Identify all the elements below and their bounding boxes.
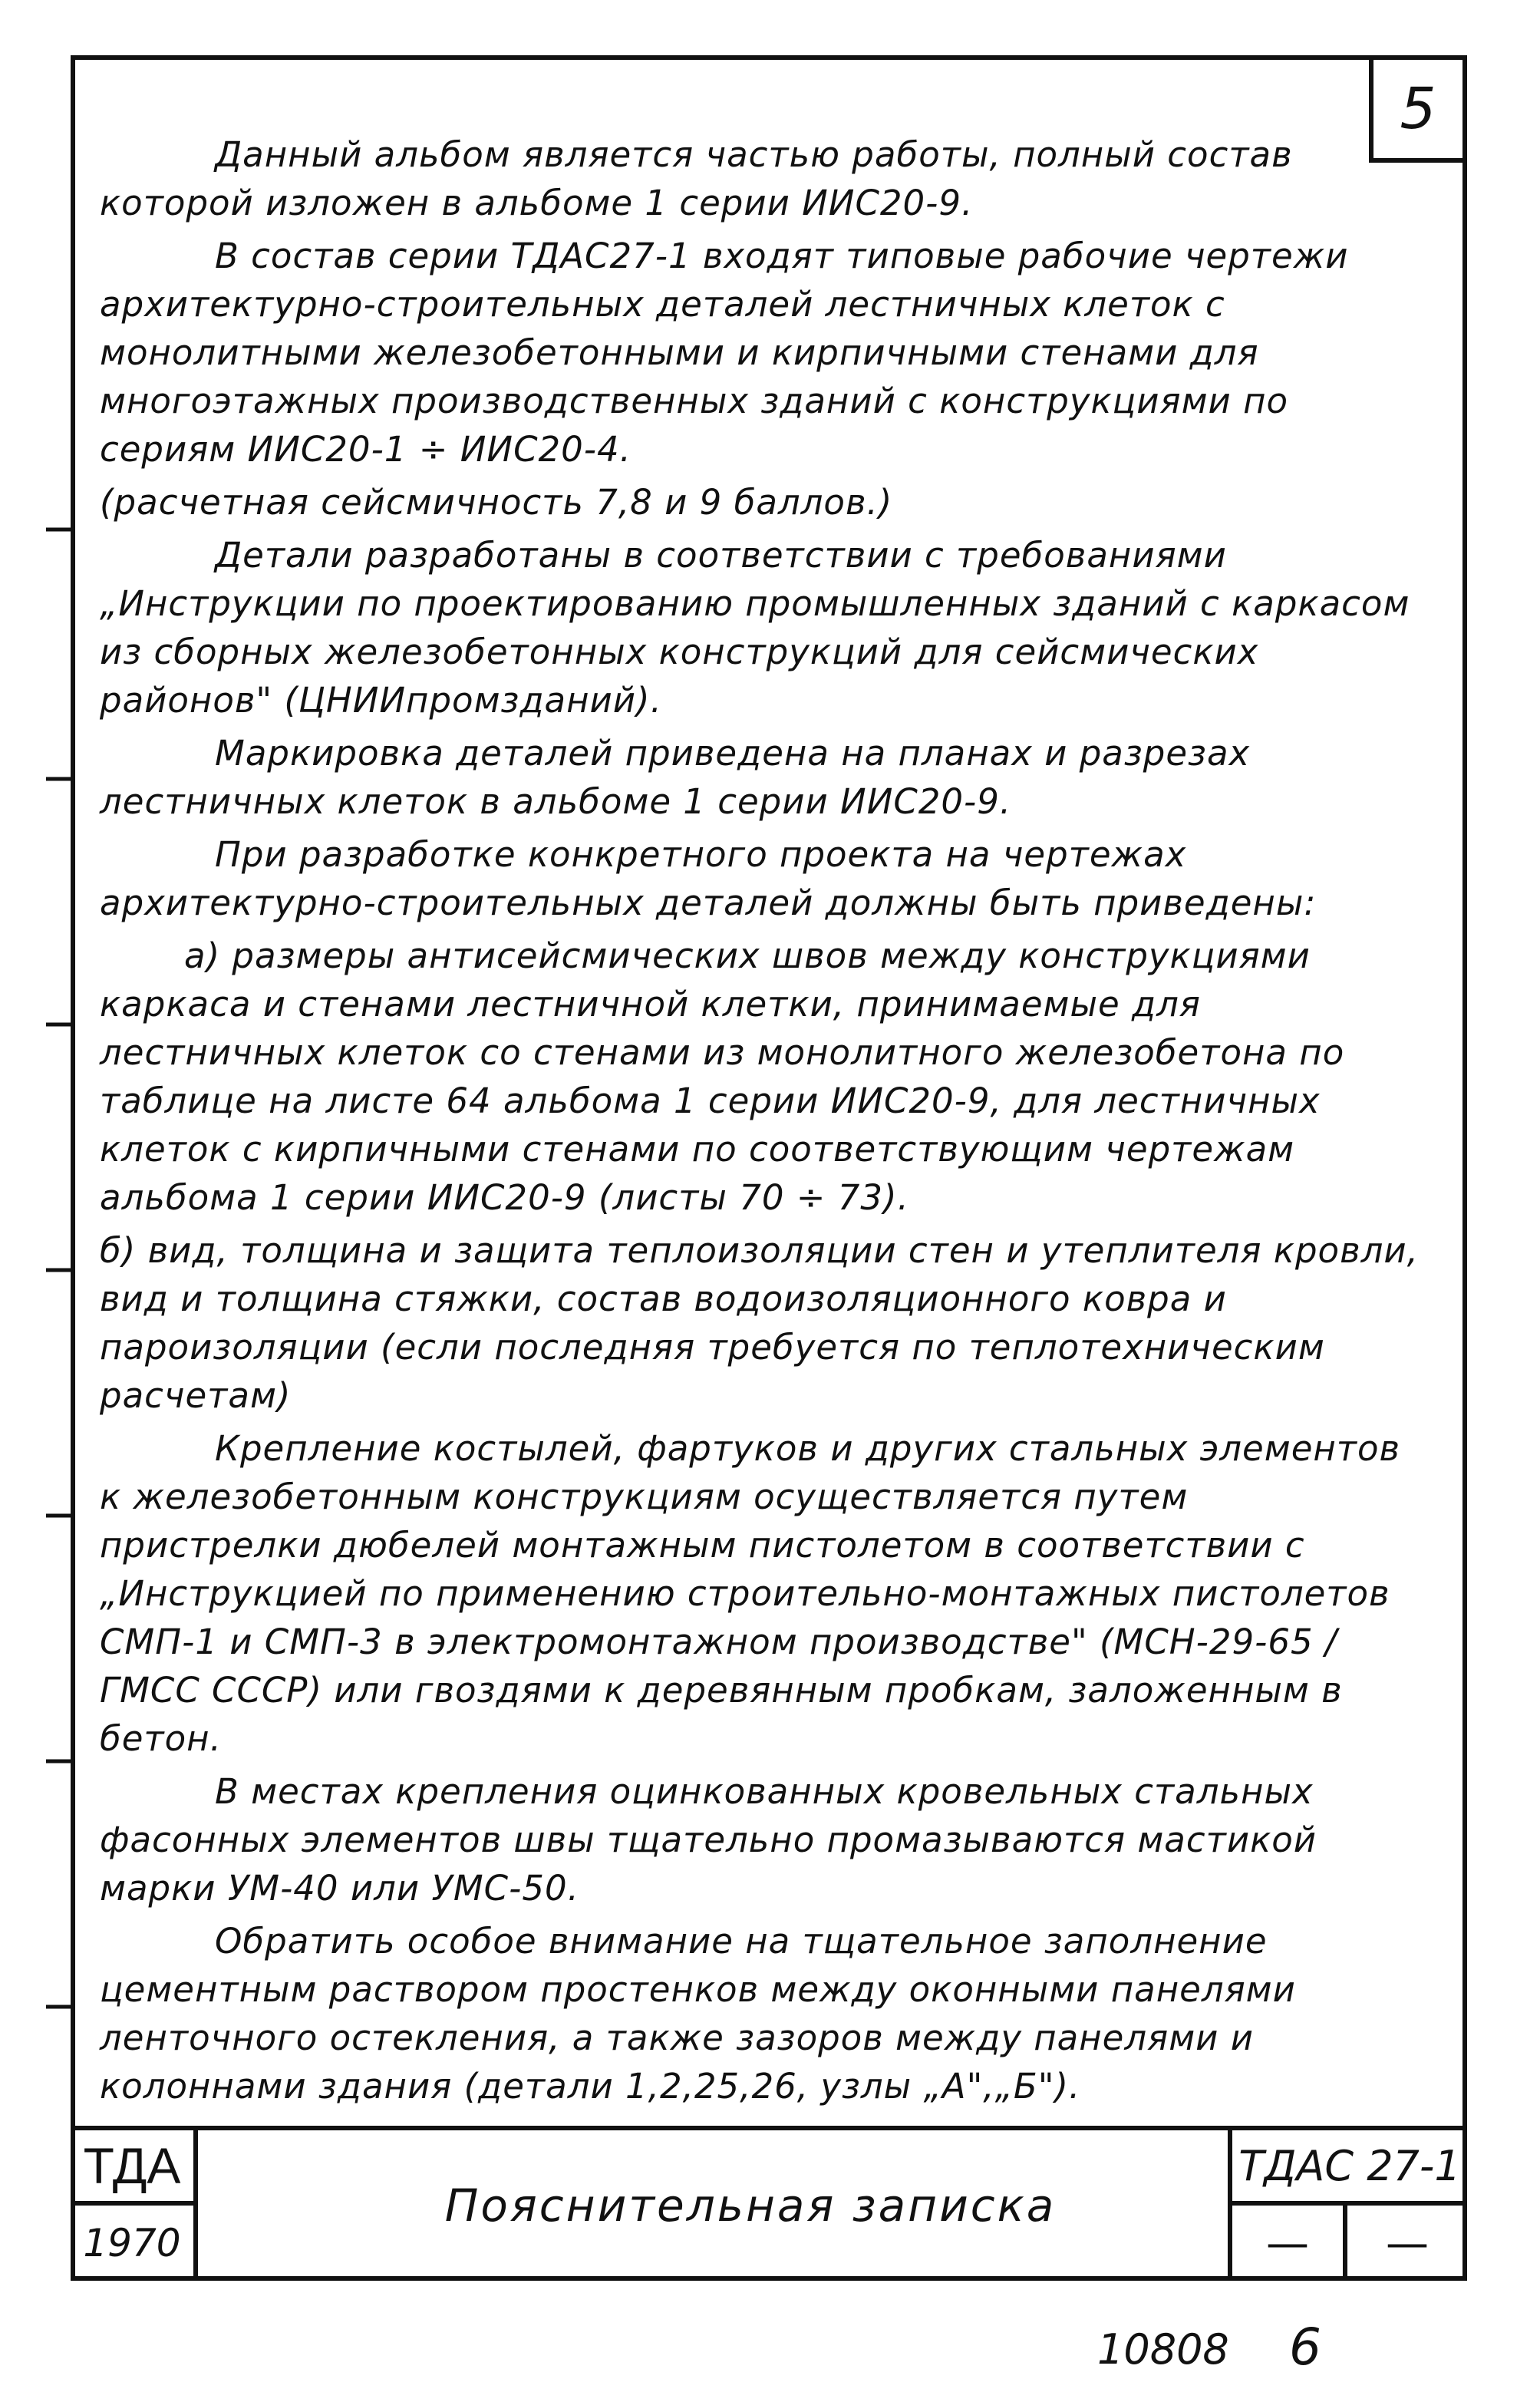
paragraph: (расчетная сейсмичность 7,8 и 9 баллов.) (100, 482, 893, 523)
inventory-number: 10808 (1097, 2325, 1229, 2374)
title-block (71, 2126, 1467, 2281)
paragraph: Маркировка деталей приведена на планах и разрезах лестничных клеток в альбоме 1 серии ИИС20-9. (100, 733, 1251, 822)
document-title: Пояснительная записка (444, 2179, 1057, 2232)
title-block-left (71, 2130, 198, 2281)
paragraph: В местах крепления оцинкованных кровельных стальных фасонных элементов швы тщательно промазываются мастикой марки УМ-40 или УМС-50. (100, 1771, 1317, 1909)
paragraph: Крепление костылей, фартуков и других стальных элементов к железобетонным конструкциям осуществляется путем пристрелки дюбелей монтажным пистолетом в соответствии с „Инструкцией по применению строительно-монтажных пистолетов СМП-1 и СМП-3 в электромонтажном производстве" (МСН-29-65 / ГМСС СССР) или гвоздями к деревянным пробкам, заложенным в бетон. (100, 1428, 1401, 1759)
paragraph: При разработке конкретного проекта на чертежах архитектурно-строительных деталей должны быть приведены: (100, 834, 1317, 923)
title-cell: — (1232, 2206, 1347, 2281)
paragraph: Данный альбом является частью работы, полный состав которой изложен в альбоме 1 серии ИИС20-9. (100, 134, 1293, 223)
series-code: ТДАС 27-1 (1232, 2130, 1467, 2206)
year: 1970 (83, 2221, 181, 2265)
paragraph: Детали разработаны в соответствии с требованиями „Инструкции по проектированию промышленных зданий с каркасом из сборных железобетонных конструкций для сейсмических районов" (ЦНИИпромзданий). (100, 535, 1410, 721)
sheet-number: 5 (1369, 55, 1467, 163)
paragraph-item-a: а) размеры антисейсмических швов между конструкциями каркаса и стенами лестничной клетки, принимаемые для лестничных клеток со стенами из монолитного железобетона по таблице на листе 64 альбома 1 серии ИИС20-9, для лестничных клеток с кирпичными стенами по соответствующим чертежам альбома 1 серии ИИС20-9 (листы 70 ÷ 73). (100, 935, 1345, 1218)
paragraph: В состав серии ТДАС27-1 входят типовые рабочие чертежи архитектурно-строительных деталей лестничных клеток с монолитными железобетонными и кирпичными стенами для многоэтажных производственных зданий с конструкциями по сериям ИИС20-1 ÷ ИИС20-4. (100, 236, 1349, 470)
paragraph: Обратить особое внимание на тщательное заполнение цементным раствором простенков между оконными панелями ленточного остекления, а также зазоров между панелями и колоннами здания (детали 1,2,25,26, узлы „А",„Б"). (100, 1921, 1296, 2107)
paragraph-item-b: б) вид, толщина и защита теплоизоляции стен и утеплителя кровли, вид и толщина стяжки, состав водоизоляционного ковра и пароизоляции (если последняя требуется по теплотехническим расчетам) (100, 1230, 1419, 1416)
title-block-right (1228, 2130, 1467, 2281)
organization-code: ТДА (71, 2130, 193, 2206)
title-cell: — (1386, 2218, 1429, 2268)
page-number: 6 (1289, 2318, 1321, 2377)
explanatory-note-body (100, 130, 1420, 2115)
